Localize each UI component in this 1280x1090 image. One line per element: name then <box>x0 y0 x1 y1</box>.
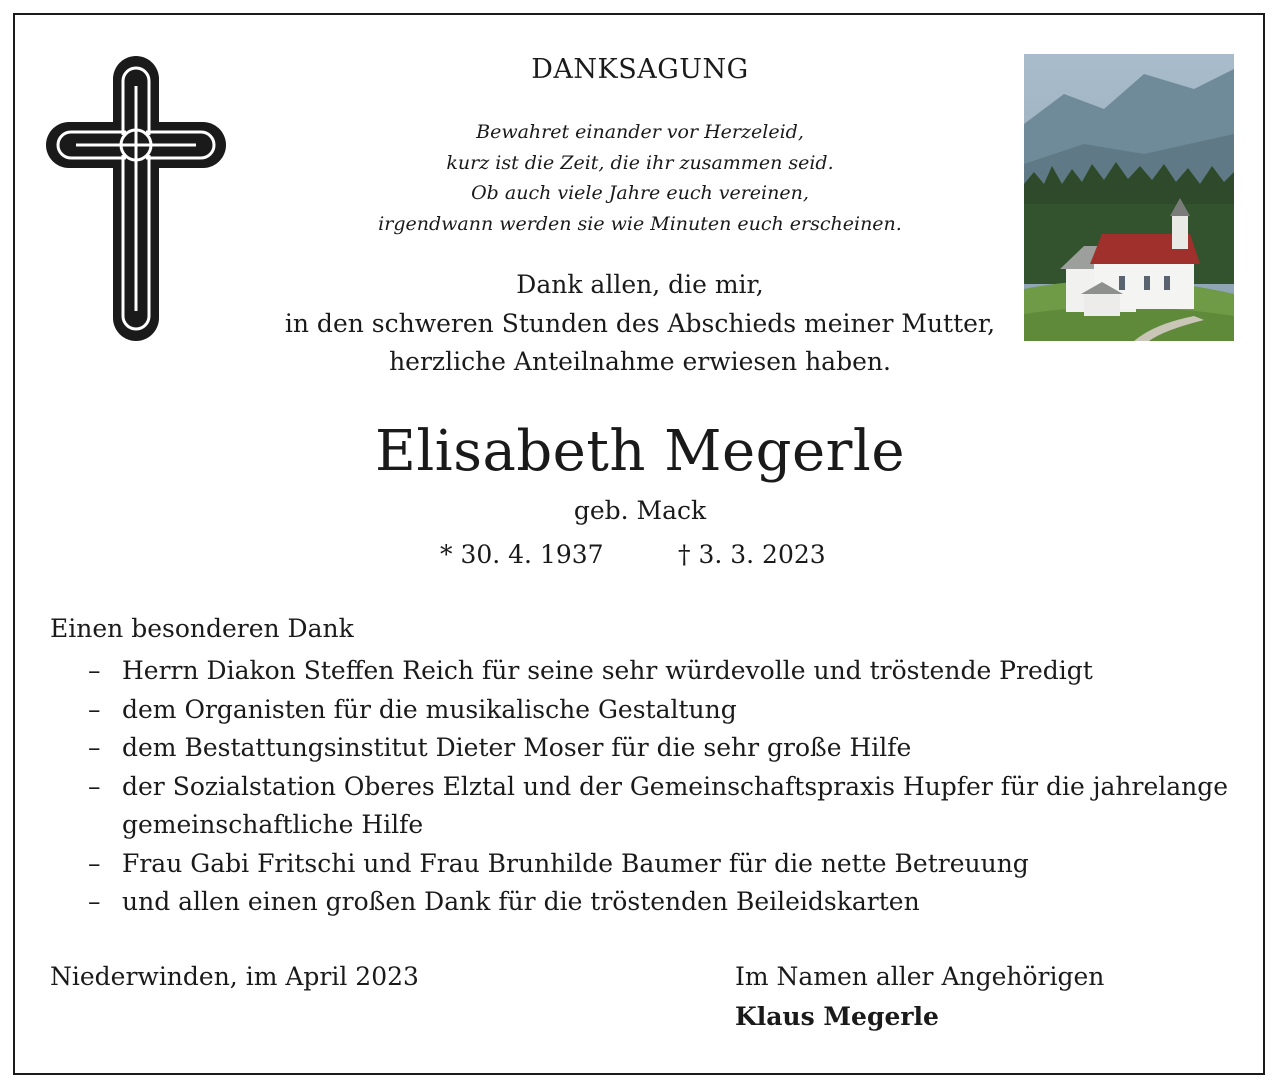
list-bullet: – <box>88 771 101 801</box>
list-item-text: Frau Gabi Fritschi und Frau Brunhilde Baumer für die nette Betreuung <box>122 848 1029 878</box>
list-bullet: – <box>88 694 101 724</box>
list-bullet: – <box>88 848 101 878</box>
christian-cross-icon <box>46 56 226 341</box>
list-bullet: – <box>88 733 101 762</box>
special-thanks-list <box>50 652 1240 922</box>
poem-line: irgendwann werden sie wie Minuten euch erscheinen. <box>378 212 902 235</box>
poem-line: kurz ist die Zeit, die ihr zusammen seid. <box>446 151 834 174</box>
list-item-text: und allen einen großen Dank für die tröstenden Beileidskarten <box>122 887 920 916</box>
birth-name: geb. Mack <box>573 496 707 525</box>
list-item <box>50 729 1240 768</box>
thanks-line: Dank allen, die mir, <box>516 270 764 299</box>
birth-date: * 30. 4. 1937 <box>440 540 604 569</box>
poem-line: Ob auch viele Jahre euch vereinen, <box>471 182 809 204</box>
list-bullet: – <box>88 887 101 916</box>
thanks-line: herzliche Anteilnahme erwiesen haben. <box>389 347 891 376</box>
list-item-text: dem Bestattungsinstitut Dieter Moser für die sehr große Hilfe <box>122 733 912 762</box>
signature-line: Im Namen aller Angehörigen <box>735 962 1105 991</box>
special-thanks-intro: Einen besonderen Dank <box>50 614 354 643</box>
place-date: Niederwinden, im April 2023 <box>50 962 419 991</box>
death-date: † 3. 3. 2023 <box>678 540 826 569</box>
list-item-text: Herrn Diakon Steffen Reich für seine sehr würdevolle und tröstende Predigt <box>122 656 1093 685</box>
list-item-text: dem Organisten für die musikalische Gestaltung <box>122 694 737 724</box>
chapel-photo <box>1024 54 1234 341</box>
thanks-text <box>240 266 1040 382</box>
notice-heading: DANKSAGUNG <box>531 54 749 85</box>
list-bullet: – <box>88 656 101 685</box>
poem <box>290 117 990 239</box>
thanks-line: in den schweren Stunden des Abschieds meiner Mutter, <box>284 308 996 338</box>
poem-line: Bewahret einander vor Herzeleid, <box>476 121 804 143</box>
signature-name: Klaus Megerle <box>735 1002 939 1031</box>
list-item <box>50 883 1240 922</box>
list-item <box>50 652 1240 691</box>
deceased-name: Elisabeth Megerle <box>375 419 905 484</box>
list-item <box>50 845 1240 884</box>
list-item-text: der Sozialstation Oberes Elztal und der Gemeinschaftspraxis Hupfer für die jahrelange gemeinschaftliche Hilfe <box>122 771 1229 839</box>
list-item <box>50 768 1240 845</box>
list-item <box>50 691 1240 730</box>
